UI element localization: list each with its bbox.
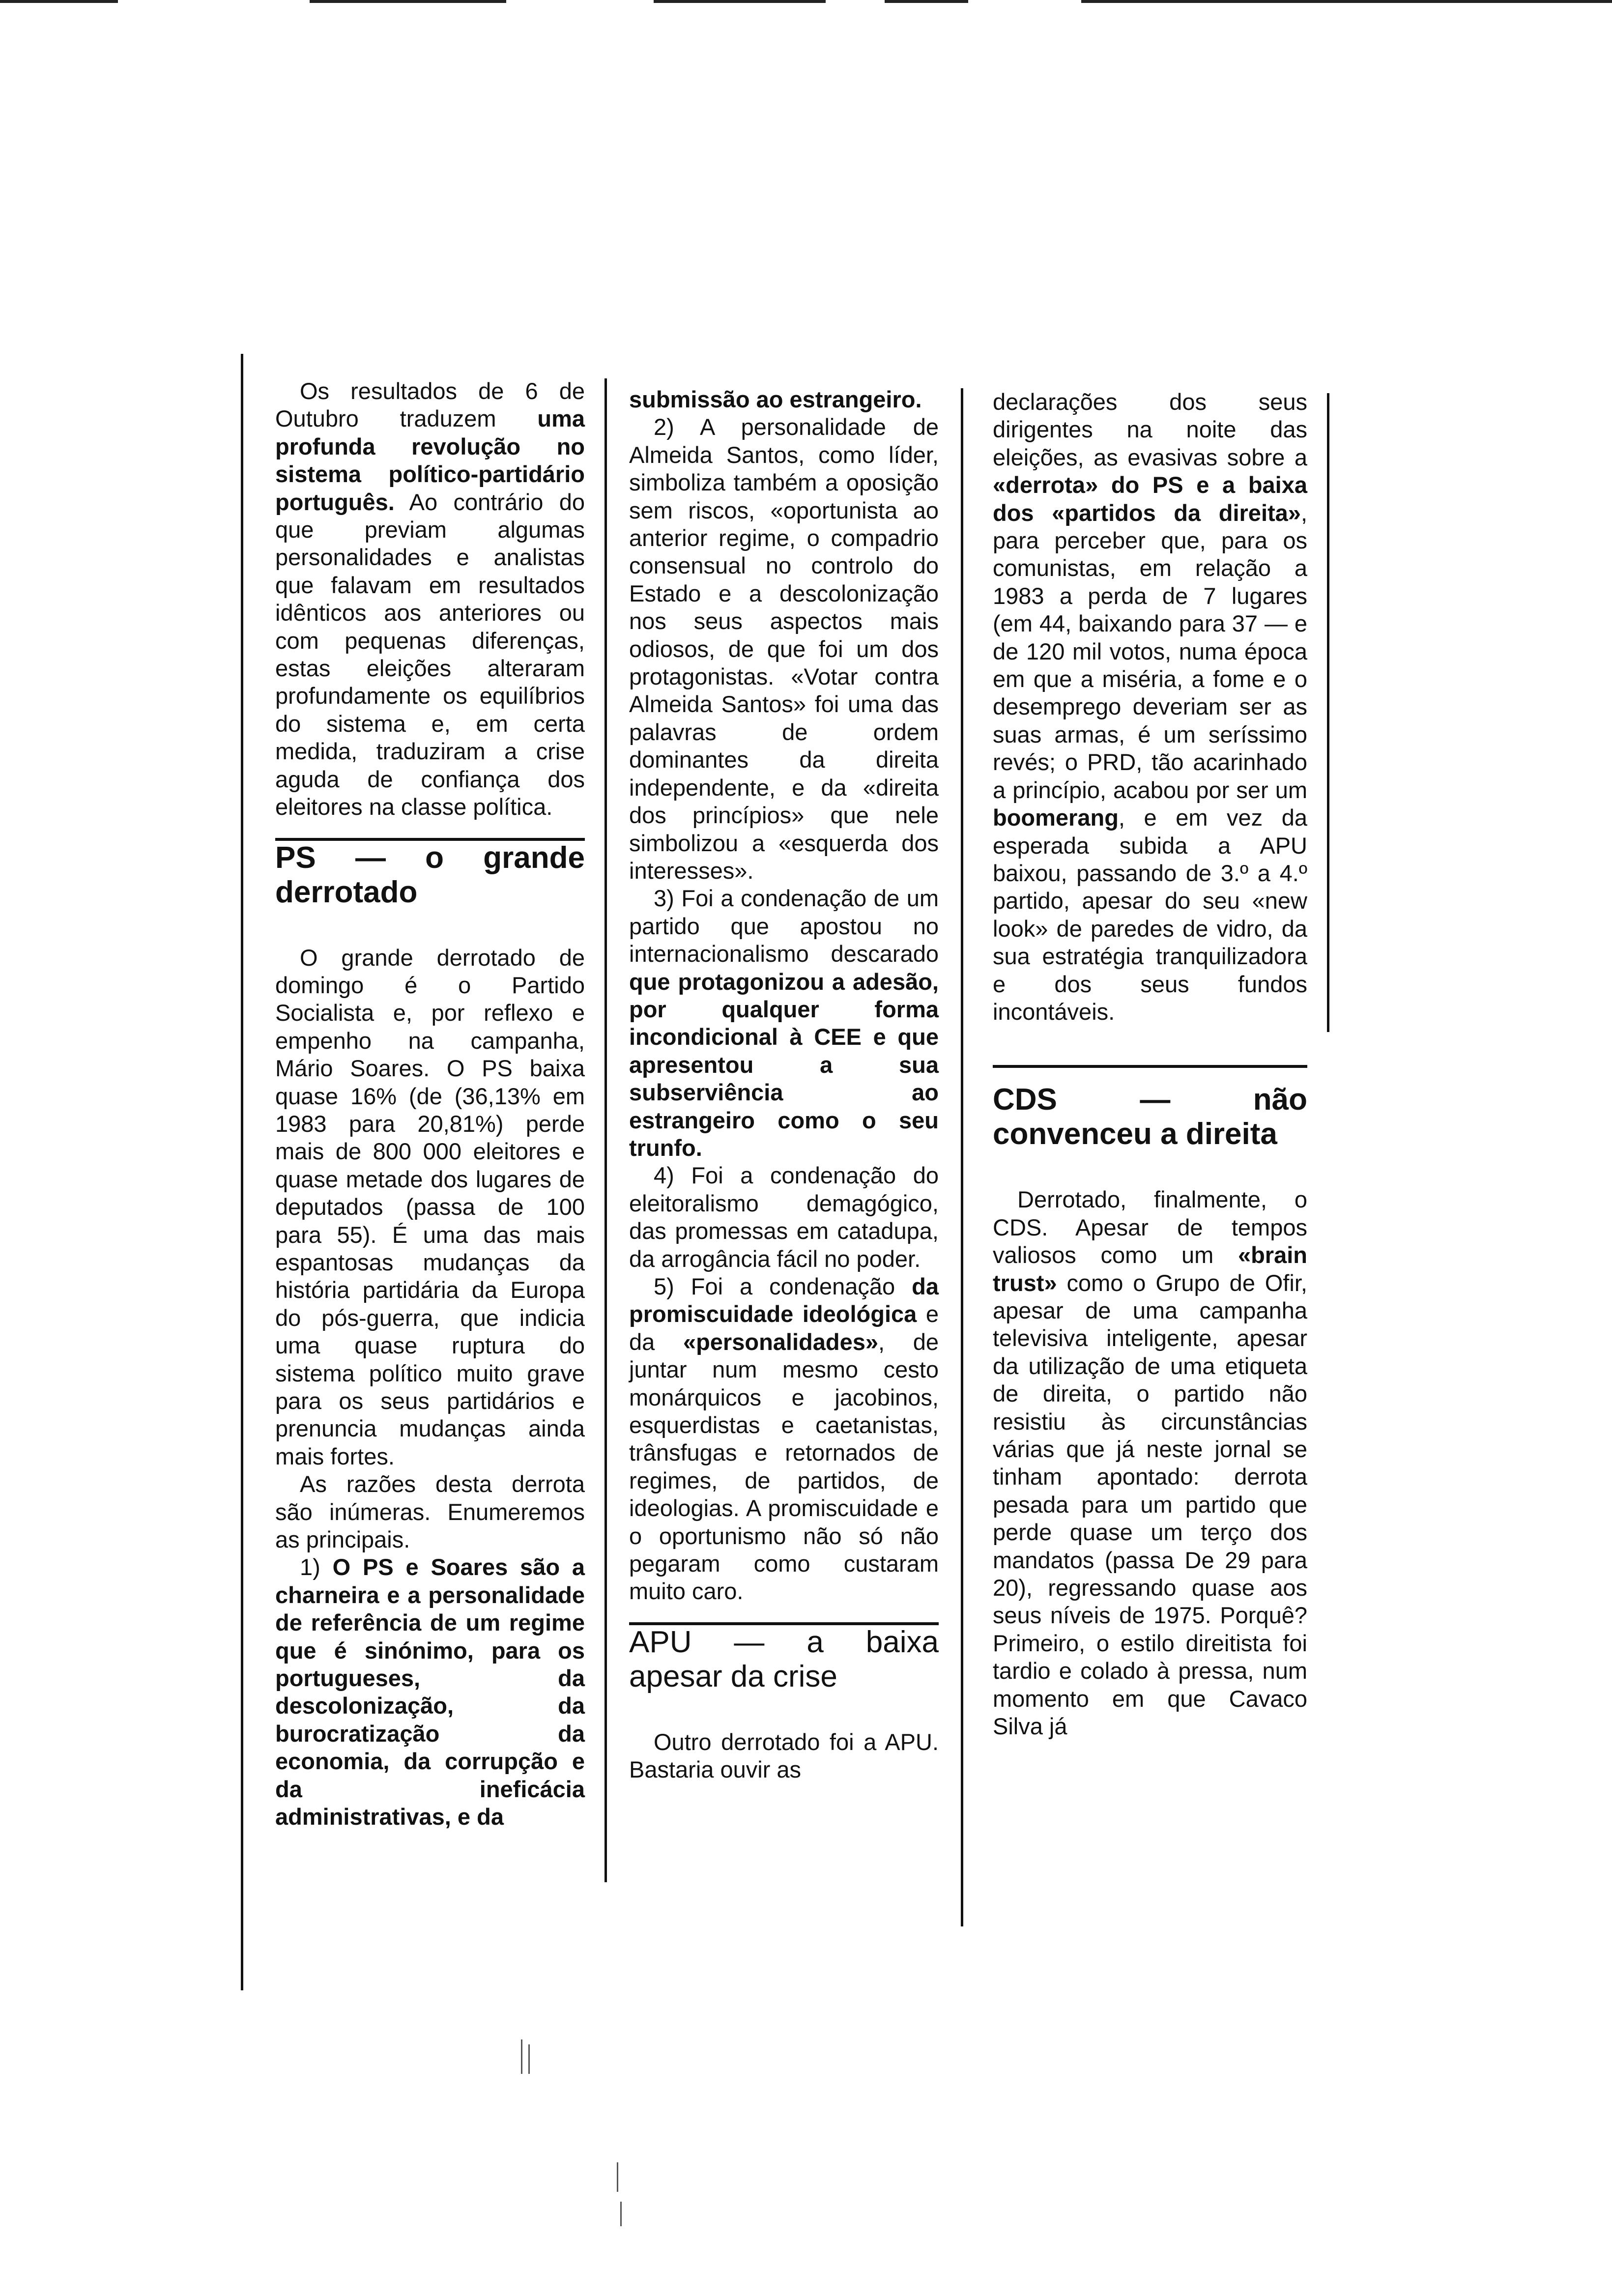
article-column-2 — [629, 386, 939, 1784]
column-rule — [1327, 393, 1329, 1032]
bold-text: «personalidades» — [683, 1328, 879, 1355]
paragraph: As razões desta derrota são inúmeras. Enumeremos as principais. — [275, 1471, 585, 1553]
section-heading-apu: APU — a baixa apesar da crise — [629, 1625, 939, 1693]
section-heading-cds: CDS — não convenceu a direita — [993, 1083, 1307, 1151]
text: declarações dos seus dirigentes na noite das eleições, as evasivas sobre a — [993, 389, 1307, 470]
column-rule — [961, 388, 963, 1926]
column-rule — [241, 354, 243, 1990]
text: e da — [629, 1301, 939, 1355]
scan-mark — [528, 2044, 530, 2074]
paragraph — [275, 377, 585, 821]
bold-text: «derrota» do PS e a baixa dos «partidos da direita» — [993, 472, 1307, 526]
text: 1) — [300, 1554, 333, 1580]
bold-text: «brain trust» — [993, 1242, 1307, 1296]
article-column-3 — [993, 388, 1307, 1740]
text: , para perceber que, para os comunistas, em relação a 1983 a perda de 7 lugares (em 44, baixando para 37 — e de 120 mil votos, numa época em que a miséria, a fome e o desemprego deveriam ser as suas armas, é um seríssimo revés; o PRD, tão acarinhado a princípio, acabou por ser um — [993, 499, 1307, 803]
section-heading-ps: PS — o grande derrotado — [275, 840, 585, 909]
text: Ao contrário do que previam algumas personalidades e analistas que falavam em resultados idênticos aos anteriores ou com pequenas diferenças, estas eleições alteraram profundamente os equilíbrios do sistema e, em certa medida, traduziram a crise aguda de confiança dos eleitores na classe política. — [275, 488, 585, 820]
bold-text: submissão ao estrangeiro. — [629, 386, 922, 412]
paragraph: 2) A personalidade de Almeida Santos, como líder, simboliza também a oposição sem riscos, «oportunista ao anterior regime, o compadrio consensual no controlo do Estado e a descolonização nos seus aspectos mais odiosos, de que foi um dos protagonistas. «Votar contra Almeida Santos» foi uma das palavras de ordem dominantes da direita independente, e da «direita dos princípios» que nele simbolizou a «esquerda dos interesses». — [629, 414, 939, 884]
paragraph: O grande derrotado de domingo é o Partido Socialista e, por reflexo e empenho na campanha, Mário Soares. O PS baixa quase 16% (de (36,13% em 1983 para 20,81%) perde mais de 800 000 eleitores e quase metade dos lugares de deputados (passa de 100 para 55). É uma das mais espantosas mudanças da história partidária da Europa do pós-guerra, que indicia uma quase ruptura do sistema político muito grave para os seus partidários e prenuncia mudanças ainda mais fortes. — [275, 944, 585, 1469]
scan-mark — [521, 2039, 522, 2074]
top-edge-line — [310, 0, 506, 3]
text: Os resultados de 6 de Outubro traduzem — [275, 378, 585, 432]
bold-text: da promiscuidade ideológica — [629, 1273, 939, 1327]
text: , e em vez da esperada subida a APU baixou, passando de 3.º a 4.º partido, apesar do seu «new look» de paredes de vidro, da sua estratégia tranquilizadora e dos seus fundos incontáveis. — [993, 804, 1307, 1025]
bold-text: O PS e Soares são a charneira e a personalidade de referência de um regime que é sinónimo, para os portugueses, da descolonização, da burocratização da economia, da corrupção e da ineficácia administrativas, e da — [275, 1554, 585, 1830]
paragraph — [993, 1186, 1307, 1740]
article-column-1 — [275, 377, 585, 1831]
paragraph — [629, 1273, 939, 1606]
paragraph: Outro derrotado foi a APU. Bastaria ouvir as — [629, 1728, 939, 1783]
text: Derrotado, finalmente, o CDS. Apesar de tempos valiosos como um — [993, 1186, 1307, 1268]
top-edge-line — [885, 0, 968, 3]
scan-mark — [617, 2162, 618, 2192]
scan-mark — [620, 2202, 622, 2226]
text: como o Grupo de Ofir, apesar de uma campanha televisiva inteligente, apesar da utilização de uma etiqueta de direita, o partido não resistiu às circunstâncias várias que já neste jornal se tinham apontado: derrota pesada para um partido que perde quase um terço dos mandatos (passa De 29 para 20), regressando quase aos seus níveis de 1975. Porquê? Primeiro, o estilo direitista foi tardio e colado à pressa, num momento em que Cavaco Silva já — [993, 1269, 1307, 1740]
text: 3) Foi a condenação de um partido que apostou no internacionalismo descarado — [629, 885, 939, 967]
paragraph — [275, 1553, 585, 1831]
text: , de juntar num mesmo cesto monárquicos e jacobinos, esquerdistas e caetanistas, trânsfugas e retornados de regimes, de partidos, de ideologias. A promiscuidade e o oportunismo não só não pegaram como custaram muito caro. — [629, 1328, 939, 1605]
column-rule — [604, 378, 607, 1882]
top-edge-line — [654, 0, 826, 3]
top-edge-line — [1081, 0, 1612, 3]
bold-text: que protagonizou a adesão, por qualquer forma incondicional à CEE e que apresentou a sua subserviência ao estrangeiro como o seu trunfo. — [629, 968, 939, 1161]
paragraph — [629, 885, 939, 1162]
paragraph — [993, 388, 1307, 1026]
bold-text: uma profunda revolução no sistema político-partidário português. — [275, 405, 585, 515]
top-edge-line — [0, 0, 118, 3]
paragraph: 4) Foi a condenação do eleitoralismo demagógico, das promessas em catadupa, da arrogância fácil no poder. — [629, 1162, 939, 1272]
text: 5) Foi a condenação — [654, 1273, 912, 1299]
paragraph — [629, 386, 939, 413]
bold-text: boomerang — [993, 804, 1119, 831]
